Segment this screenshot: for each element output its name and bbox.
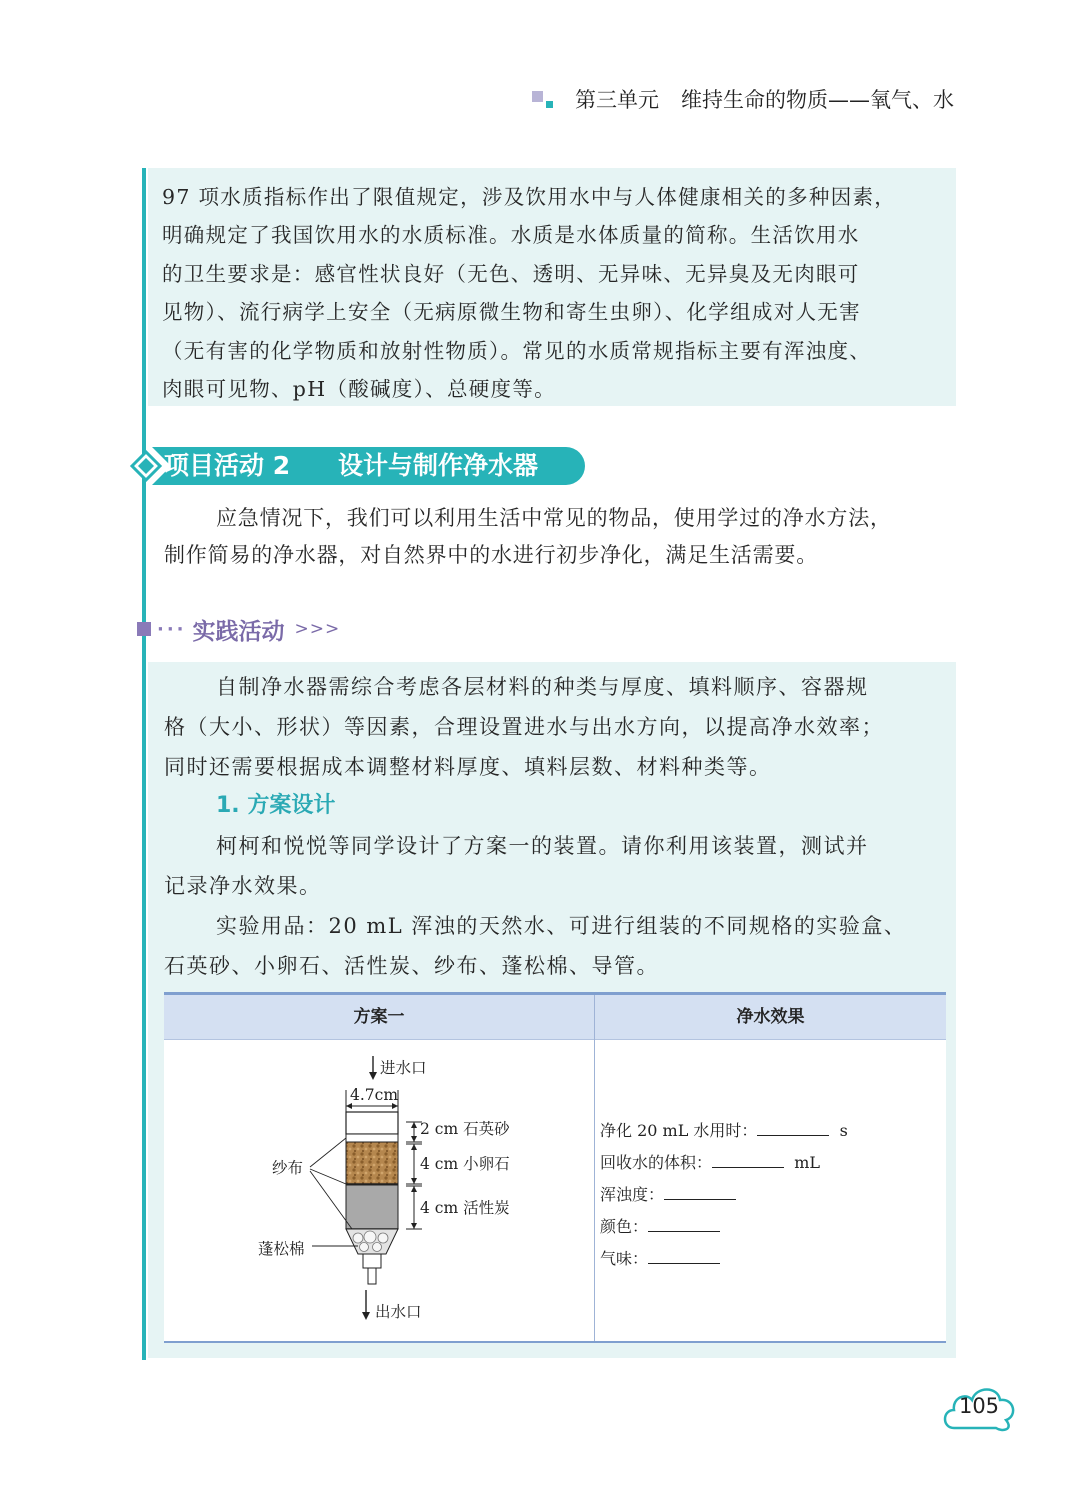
header-square-icon [532, 91, 543, 102]
note-line: 97 项水质指标作出了限值规定，涉及饮用水中与人体健康相关的多种因素， [162, 185, 897, 209]
activity-label: 项目活动 2 [164, 451, 291, 480]
table-header-rule [164, 1039, 946, 1040]
fill-blank[interactable] [712, 1153, 784, 1168]
table-bottom-rule [164, 1341, 946, 1343]
plan-design-heading: 1. 方案设计 [216, 793, 336, 818]
width-label: 4.7cm [350, 1086, 399, 1104]
layer-carbon-label: 4 cm 活性炭 [420, 1199, 510, 1217]
effect-odor: 气味： [600, 1246, 720, 1269]
layer-pebble-label: 4 cm 小卵石 [420, 1155, 510, 1173]
effect-turbidity: 浑浊度： [600, 1182, 736, 1205]
design-text [164, 826, 954, 986]
note-line: 的卫生要求是：感官性状良好（无色、透明、无异味、无异臭及无肉眼可 [162, 261, 860, 286]
water-filter-diagram [240, 1048, 560, 1338]
outlet-label: 出水口 [375, 1303, 422, 1321]
effect-time: 净化 20 mL 水用时： s [600, 1121, 848, 1140]
header-square-small-icon [546, 101, 553, 108]
note-line: 肉眼可见物、pH（酸碱度）、总硬度等。 [162, 377, 556, 402]
note-line: 见物）、流行病学上安全（无病原微生物和寄生虫卵）、化学组成对人无害 [162, 300, 861, 325]
practice-line: 格（大小、形状）等因素，合理设置进水与出水方向，以提高净水效率； [164, 715, 884, 739]
design-line: 记录净水效果。 [164, 874, 322, 898]
table-header-effect: 净水效果 [736, 1007, 805, 1027]
activity-intro [164, 500, 960, 574]
layer-sand-label: 2 cm 石英砂 [420, 1120, 510, 1138]
practice-title: 实践活动 [192, 618, 285, 645]
activity-title: 设计与制作净水器 [338, 451, 539, 480]
square-icon [137, 622, 151, 636]
fill-blank[interactable] [664, 1185, 736, 1200]
fill-blank[interactable] [757, 1121, 829, 1136]
dots-icon: ··· [157, 618, 187, 640]
fill-blank[interactable] [648, 1217, 720, 1232]
note-text [162, 178, 952, 408]
page-number: 105 [958, 1394, 1000, 1418]
unit-title: 维持生命的物质——氧气、水 [681, 88, 954, 112]
intro-line: 应急情况下，我们可以利用生活中常见的物品，使用学过的净水方法， [216, 506, 892, 530]
gauze-label: 纱布 [272, 1159, 304, 1177]
design-line: 实验用品：20 mL 浑浊的天然水、可进行组装的不同规格的实验盒、 [216, 914, 907, 938]
intro-line: 制作简易的净水器，对自然界中的水进行初步净化，满足生活需要。 [164, 543, 818, 567]
practice-line: 自制净水器需综合考虑各层材料的种类与厚度、填料顺序、容器规 [216, 675, 869, 699]
unit-label: 第三单元 [575, 88, 659, 112]
practice-heading [137, 612, 340, 646]
effect-volume: 回收水的体积： mL [600, 1153, 820, 1172]
cotton-label: 蓬松棉 [258, 1240, 305, 1258]
practice-text [164, 667, 954, 787]
note-line: （无有害的化学物质和放射性物质）。常见的水质常规指标主要有浑浊度、 [162, 338, 872, 363]
unit-header [532, 84, 954, 114]
table-header-plan: 方案一 [353, 1007, 405, 1027]
note-line: 明确规定了我国饮用水的水质标准。水质是水体质量的简称。生活饮用水 [162, 223, 860, 248]
inlet-label: 进水口 [380, 1059, 427, 1077]
left-margin-rule [142, 168, 146, 1360]
effect-color: 颜色： [600, 1214, 720, 1237]
design-line: 石英砂、小卵石、活性炭、纱布、蓬松棉、导管。 [164, 954, 659, 978]
table-column-divider [594, 995, 595, 1343]
practice-line: 同时还需要根据成本调整材料厚度、填料层数、材料种类等。 [164, 755, 772, 779]
fill-blank[interactable] [648, 1249, 720, 1264]
design-line: 柯柯和悦悦等同学设计了方案一的装置。请你利用该装置，测试并 [216, 834, 869, 858]
practice-arrows: >>> [294, 619, 341, 639]
